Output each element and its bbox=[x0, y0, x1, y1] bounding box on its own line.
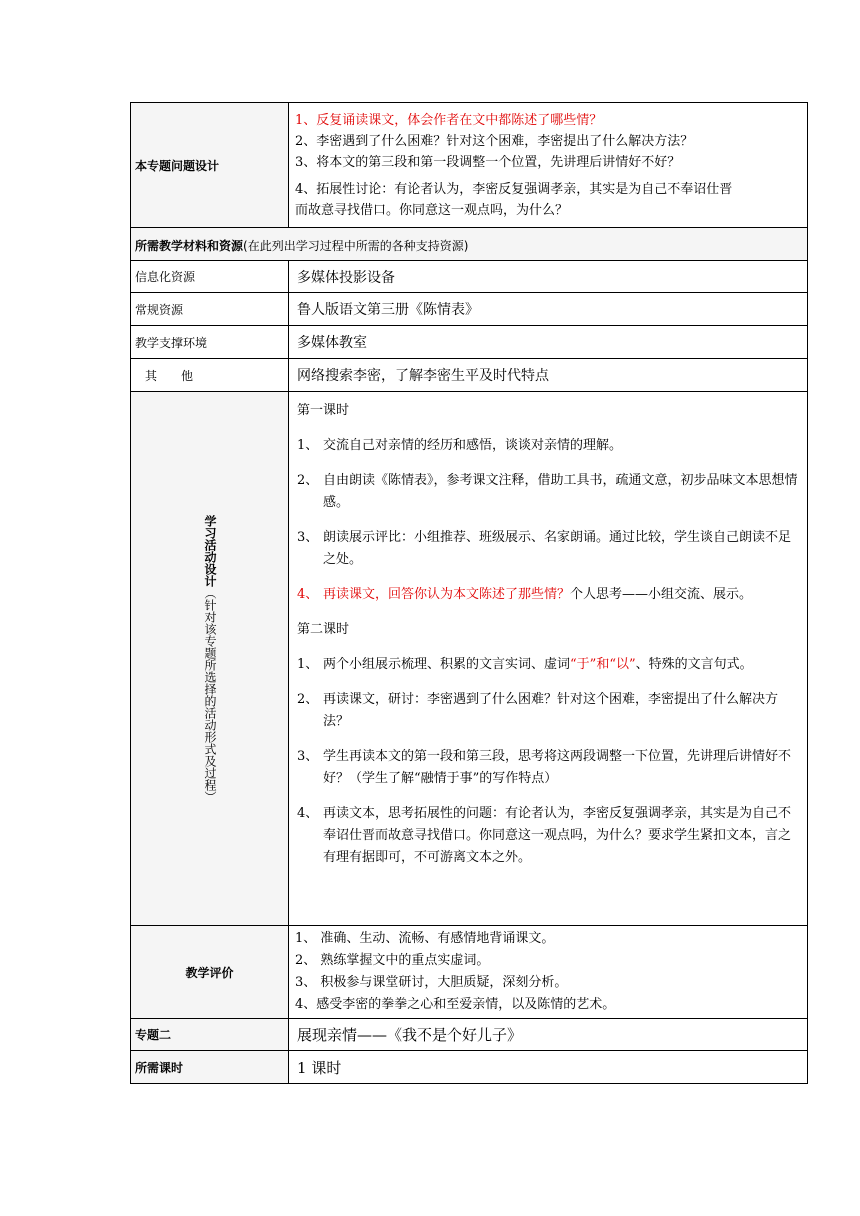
topic2-label: 专题二 bbox=[131, 1019, 289, 1051]
l2-item-1-highlight: “于”和“以” bbox=[570, 657, 636, 672]
topic2-value: 展现亲情——《我不是个好儿子》 bbox=[289, 1019, 808, 1051]
l2-item: 3、 学生再读本文的第一段和第三段，思考将这两段调整一下位置，先讲理后讲情好不好？（学生了解“融情于事”的写作特点） bbox=[297, 749, 792, 786]
l1-item-4-rest: 个人思考——小组交流、展示。 bbox=[570, 587, 753, 602]
question-2: 2、李密遇到了什么困难？针对这个困难，李密提出了什么解决方法？ bbox=[295, 133, 694, 149]
l1-item: 2、 自由朗读《陈情表》，参考课文注释，借助工具书，疏通文意，初步品味文本思想情感。 bbox=[297, 473, 798, 510]
design-label: 本专题问题设计 bbox=[131, 103, 289, 228]
lesson-2-title: 第二课时 bbox=[297, 622, 350, 637]
lesson-plan-table bbox=[130, 102, 807, 1084]
resource-value-environment: 多媒体教室 bbox=[289, 326, 808, 359]
resource-label-regular: 常规资源 bbox=[131, 293, 289, 326]
evaluation-label: 教学评价 bbox=[131, 926, 289, 1019]
resource-label-digital: 信息化资源 bbox=[131, 261, 289, 293]
materials-title: 所需教学材料和资源 bbox=[135, 238, 244, 253]
question-3: 3、将本文的第三段和第一段调整一个位置，先讲理后讲情好不好？ bbox=[295, 154, 681, 170]
resource-value-regular: 鲁人版语文第三册《陈情表》 bbox=[289, 293, 808, 326]
l2-item-1: 1、 两个小组展示梳理、积累的文言实词、虚词“于”和“以”、特殊的文言句式。 bbox=[297, 657, 753, 672]
question-4: 4、拓展性讨论：有论者认为，李密反复强调孝亲，其实是为自己不奉诏仕晋 bbox=[295, 181, 733, 197]
l2-item: 2、 再读课文，研讨：李密遇到了什么困难？针对这个困难，李密提出了什么解决方法？ bbox=[297, 692, 779, 729]
activity-side-text bbox=[203, 515, 216, 803]
hours-value: 1 课时 bbox=[289, 1051, 808, 1084]
l1-item-4-highlight: 再读课文，回答你认为本文陈述了那些情？ bbox=[323, 587, 571, 602]
evaluation-item: 1、 准确、生动、流畅、有感情地背诵课文。 bbox=[295, 931, 555, 946]
l1-item-4: 4、 再读课文，回答你认为本文陈述了那些情？个人思考——小组交流、展示。 bbox=[297, 587, 753, 602]
question-1: 1、反复诵读课文，体会作者在文中都陈述了哪些情？ bbox=[295, 112, 603, 128]
evaluation-list bbox=[289, 926, 807, 1018]
evaluation-item: 4、感受李密的拳拳之心和至爱亲情，以及陈情的艺术。 bbox=[295, 997, 616, 1012]
l2-item: 4、 再读文本，思考拓展性的问题：有论者认为，李密反复强调孝亲，其实是为自己不奉诏仕晋而故意寻找借口。你同意这一观点吗，为什么？要求学生紧扣文本，言之有理有据即可，不可游离文本之外。 bbox=[297, 806, 792, 865]
l1-item: 3、 朗读展示评比：小组推荐、班级展示、名家朗诵。通过比较，学生谈自己朗读不足之处。 bbox=[297, 530, 792, 567]
question-4-cont: 而故意寻找借口。你同意这一观点吗，为什么？ bbox=[295, 202, 569, 218]
activity-content bbox=[289, 392, 808, 926]
evaluation-item: 2、 熟练掌握文中的重点实虚词。 bbox=[295, 953, 490, 968]
resource-label-environment: 教学支撑环境 bbox=[131, 326, 289, 359]
resource-value-other: 网络搜索李密，了解李密生平及时代特点 bbox=[289, 359, 808, 392]
materials-header bbox=[131, 228, 808, 261]
lesson-1-title: 第一课时 bbox=[297, 403, 350, 418]
resource-label-other: 其 他 bbox=[131, 359, 289, 392]
activity-side-note: （针对该专题所选择的活动形式及过程） bbox=[203, 586, 217, 803]
materials-note: (在此列出学习过程中所需的各种支持资源) bbox=[243, 238, 469, 253]
hours-label: 所需课时 bbox=[131, 1051, 289, 1084]
evaluation-item: 3、 积极参与课堂研讨，大胆质疑，深刻分析。 bbox=[295, 975, 568, 990]
activity-side-bold: 学习活动设计 bbox=[203, 514, 217, 587]
activity-side-label bbox=[131, 392, 289, 926]
question-list bbox=[289, 108, 807, 223]
resource-value-digital: 多媒体投影设备 bbox=[289, 261, 808, 293]
l1-item: 1、 交流自己对亲情的经历和感悟，谈谈对亲情的理解。 bbox=[297, 438, 623, 453]
